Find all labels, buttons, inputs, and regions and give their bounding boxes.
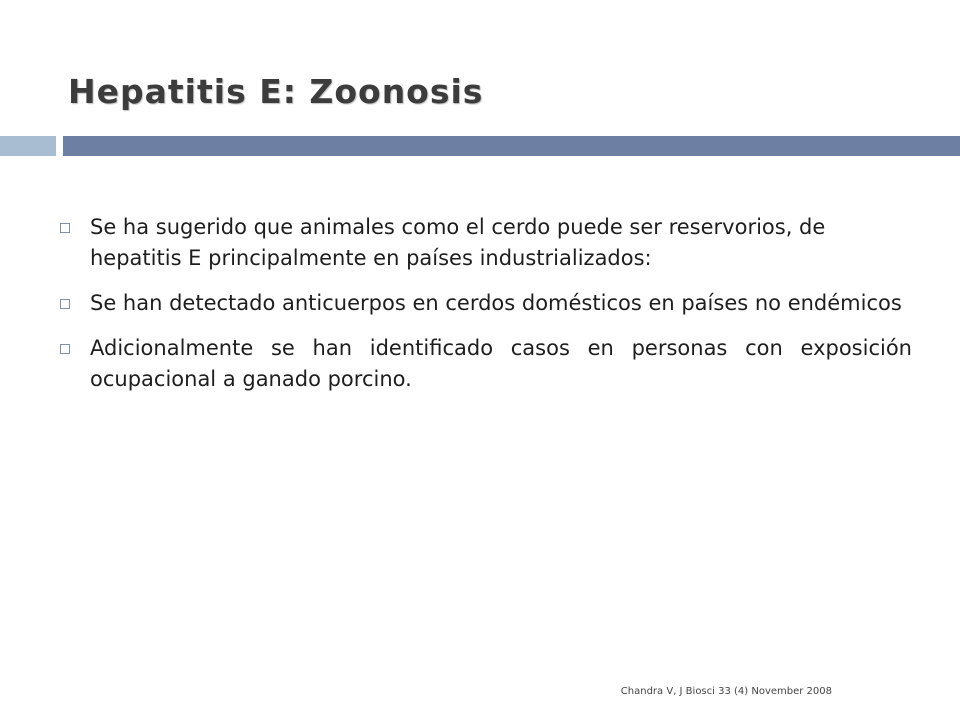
- slide-title: Hepatitis E: Zoonosis: [68, 72, 484, 111]
- bullet-list: [60, 212, 912, 409]
- citation: Chandra V, J Biosci 33 (4) November 2008: [620, 686, 832, 697]
- title-accent-bar-right: [63, 136, 960, 156]
- bullet-text: Se ha sugerido que animales como el cerdo puede ser reservorios, de hepatitis E principalmente en países industrializados:: [90, 215, 826, 270]
- square-bullet-icon: [60, 223, 70, 233]
- square-bullet-icon: [60, 344, 70, 354]
- bullet-item: [60, 288, 912, 319]
- square-bullet-icon: [60, 299, 70, 309]
- title-accent-bar-left: [0, 136, 56, 156]
- bullet-item: [60, 333, 912, 395]
- bullet-text: Adicionalmente se han identificado casos en personas con exposición ocupacional a ganado porcino.: [90, 336, 912, 391]
- bullet-item: [60, 212, 912, 274]
- bullet-text: Se han detectado anticuerpos en cerdos domésticos en países no endémicos: [90, 291, 902, 315]
